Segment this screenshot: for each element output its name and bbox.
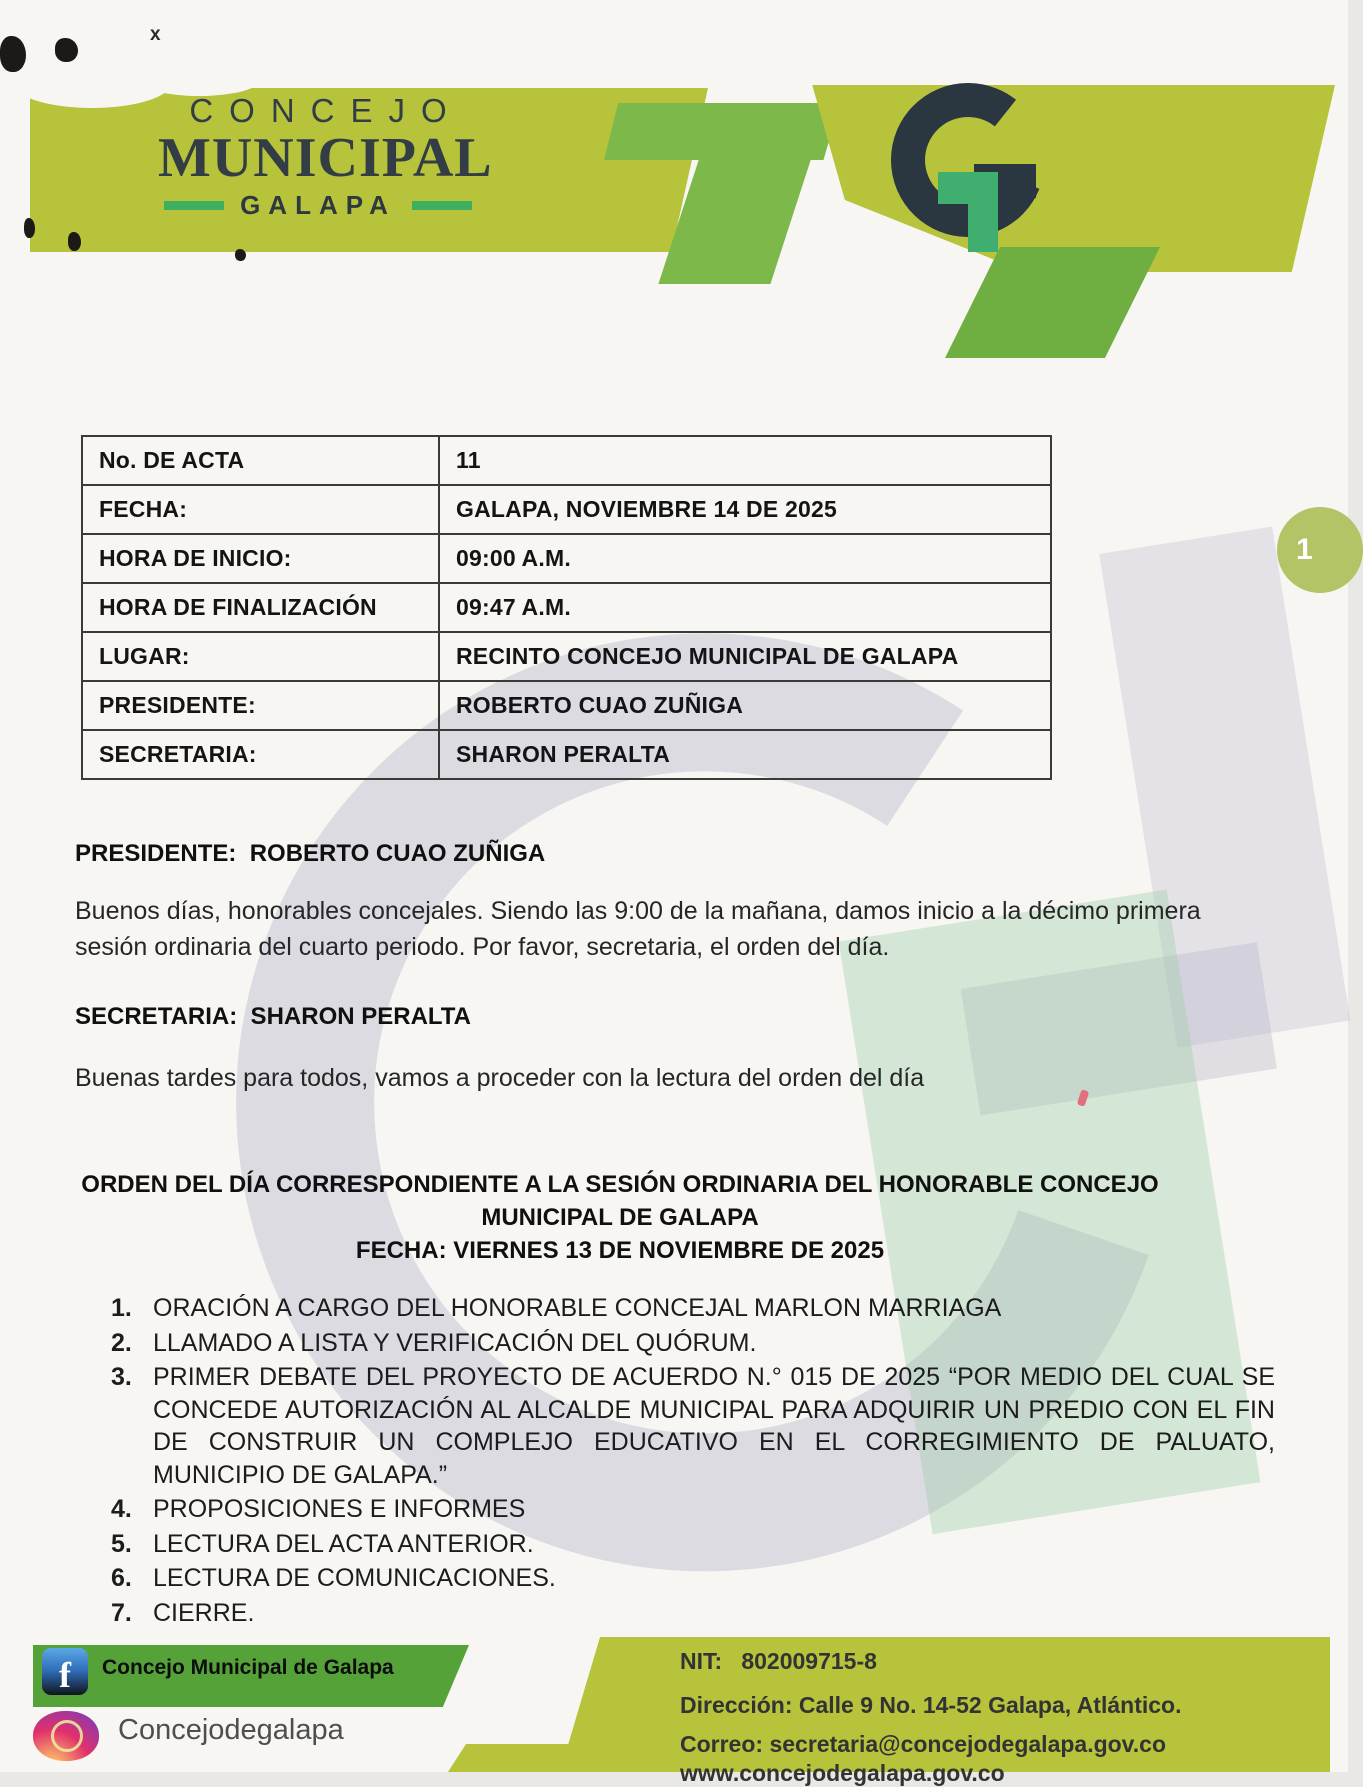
agenda-item [111, 1361, 1275, 1491]
contact-website: www.concejodegalapa.gov.co [680, 1760, 1005, 1786]
agenda-item-number: 4. [111, 1495, 132, 1523]
agenda-title-line3: FECHA: VIERNES 13 DE NOVIEMBRE DE 2025 [355, 1237, 885, 1264]
table-row [82, 730, 1051, 779]
wordmark-galapa: GALAPA [240, 190, 396, 220]
president-paragraph: Buenos días, honorables concejales. Siendo las 9:00 de la mañana, damos inicio a la décimo primera sesión ordinaria del cuarto periodo. Por favor, secretaria, el orden del día. [75, 897, 1201, 961]
table-row [82, 534, 1051, 583]
secretary-heading: SECRETARIA: SHARON PERALTA [75, 1003, 471, 1030]
agenda-item-text: PRIMER DEBATE DEL PROYECTO DE ACUERDO N.° 015 DE 2025 “POR MEDIO DEL CUAL SE CONCEDE AUTORIZACIÓN AL ALCALDE MUNICIPAL PARA ADQUIRIR UN PREDIO CON EL FIN DE CONSTRUIR UN COMPLEJO EDUCATIVO EN EL CORREGIMIENTO DE PALUATO, MUNICIPIO DE GALAPA.” [153, 1363, 1275, 1489]
agenda-item [111, 1292, 1275, 1325]
contact-email-prefix: Correo: [680, 1731, 770, 1757]
contact-nit: NIT: 802009715-8 [680, 1648, 877, 1674]
row-value: RECINTO CONCEJO MUNICIPAL DE GALAPA [439, 632, 1051, 681]
agenda-title-line2: MUNICIPAL DE GALAPA [481, 1204, 759, 1231]
agenda-item [111, 1493, 1275, 1526]
row-label: HORA DE INICIO: [82, 534, 439, 583]
contact-address: Dirección: Calle 9 No. 14-52 Galapa, Atlántico. [680, 1692, 1182, 1718]
facebook-icon [42, 1648, 88, 1695]
g-monogram-logo [872, 70, 1072, 270]
instagram-icon [33, 1711, 99, 1761]
scan-speck-artifact [68, 232, 81, 251]
agenda-item [111, 1597, 1275, 1630]
meta-table [81, 435, 1052, 780]
row-value: 09:47 A.M. [439, 583, 1051, 632]
table-row [82, 632, 1051, 681]
agenda-item-text: PROPOSICIONES E INFORMES [153, 1495, 526, 1523]
wordmark-dash-right-icon [412, 201, 472, 210]
table-row [82, 583, 1051, 632]
row-value: SHARON PERALTA [439, 730, 1051, 779]
page-number-badge [1277, 507, 1363, 593]
scan-speck-artifact [235, 249, 246, 261]
president-heading: PRESIDENTE: ROBERTO CUAO ZUÑIGA [75, 840, 546, 867]
agenda-item-text: LECTURA DE COMUNICACIONES. [153, 1564, 556, 1592]
agenda-list [111, 1292, 1275, 1631]
contact-email-link: secretaria@concejodegalapa.gov.co [769, 1731, 1167, 1757]
footer-band-sliver [448, 1744, 598, 1772]
page-number: 1 [1296, 533, 1313, 566]
agenda-item-number: 5. [111, 1529, 132, 1558]
agenda-item-number: 3. [111, 1363, 132, 1391]
row-value: 09:00 A.M. [439, 534, 1051, 583]
row-value: ROBERTO CUAO ZUÑIGA [439, 681, 1051, 730]
agenda-item [111, 1528, 1275, 1561]
agenda-item-text: CIERRE. [153, 1598, 255, 1627]
contact-email-line [680, 1731, 1166, 1758]
agenda-item-text: ORACIÓN A CARGO DEL HONORABLE CONCEJAL MARLON MARRIAGA [153, 1294, 1002, 1322]
council-wordmark [158, 92, 493, 220]
banner-band-green-bridge [604, 103, 840, 160]
facebook-label: Concejo Municipal de Galapa [102, 1656, 394, 1679]
row-value: 11 [439, 436, 1051, 485]
agenda-title-line1: ORDEN DEL DÍA CORRESPONDIENTE A LA SESIÓN ORDINARIA DEL HONORABLE CONCEJO [81, 1171, 1159, 1198]
wordmark-concejo: CONCEJO [189, 92, 463, 129]
facebook-letter: f [59, 1655, 71, 1695]
agenda-item-number: 7. [111, 1598, 132, 1627]
table-row [82, 485, 1051, 534]
agenda-item-number: 2. [111, 1328, 132, 1357]
row-value: GALAPA, NOVIEMBRE 14 DE 2025 [439, 485, 1051, 534]
table-row [82, 681, 1051, 730]
agenda-item [111, 1562, 1275, 1595]
row-label: HORA DE FINALIZACIÓN [82, 583, 439, 632]
scan-speck-artifact [24, 218, 35, 238]
table-row [82, 436, 1051, 485]
row-label: SECRETARIA: [82, 730, 439, 779]
handwriting-x-mark: x [150, 24, 161, 45]
agenda-item-text: LECTURA DEL ACTA ANTERIOR. [153, 1529, 534, 1558]
agenda-item-number: 6. [111, 1564, 132, 1592]
row-label: LUGAR: [82, 632, 439, 681]
wordmark-municipal: MUNICIPAL [158, 127, 493, 189]
scan-smudge-artifact [55, 38, 78, 62]
wordmark-dash-left-icon [164, 201, 224, 210]
secretary-paragraph: Buenas tardes para todos, vamos a proceder con la lectura del orden del día [75, 1064, 925, 1092]
agenda-item [111, 1327, 1275, 1360]
row-label: FECHA: [82, 485, 439, 534]
row-label: PRESIDENTE: [82, 681, 439, 730]
scan-smudge-artifact [0, 36, 26, 72]
agenda-item-text: LLAMADO A LISTA Y VERIFICACIÓN DEL QUÓRUM. [153, 1328, 757, 1357]
agenda-title [75, 1168, 1165, 1267]
instagram-label: Concejodegalapa [118, 1714, 344, 1746]
agenda-item-number: 1. [111, 1294, 132, 1322]
row-label: No. DE ACTA [82, 436, 439, 485]
